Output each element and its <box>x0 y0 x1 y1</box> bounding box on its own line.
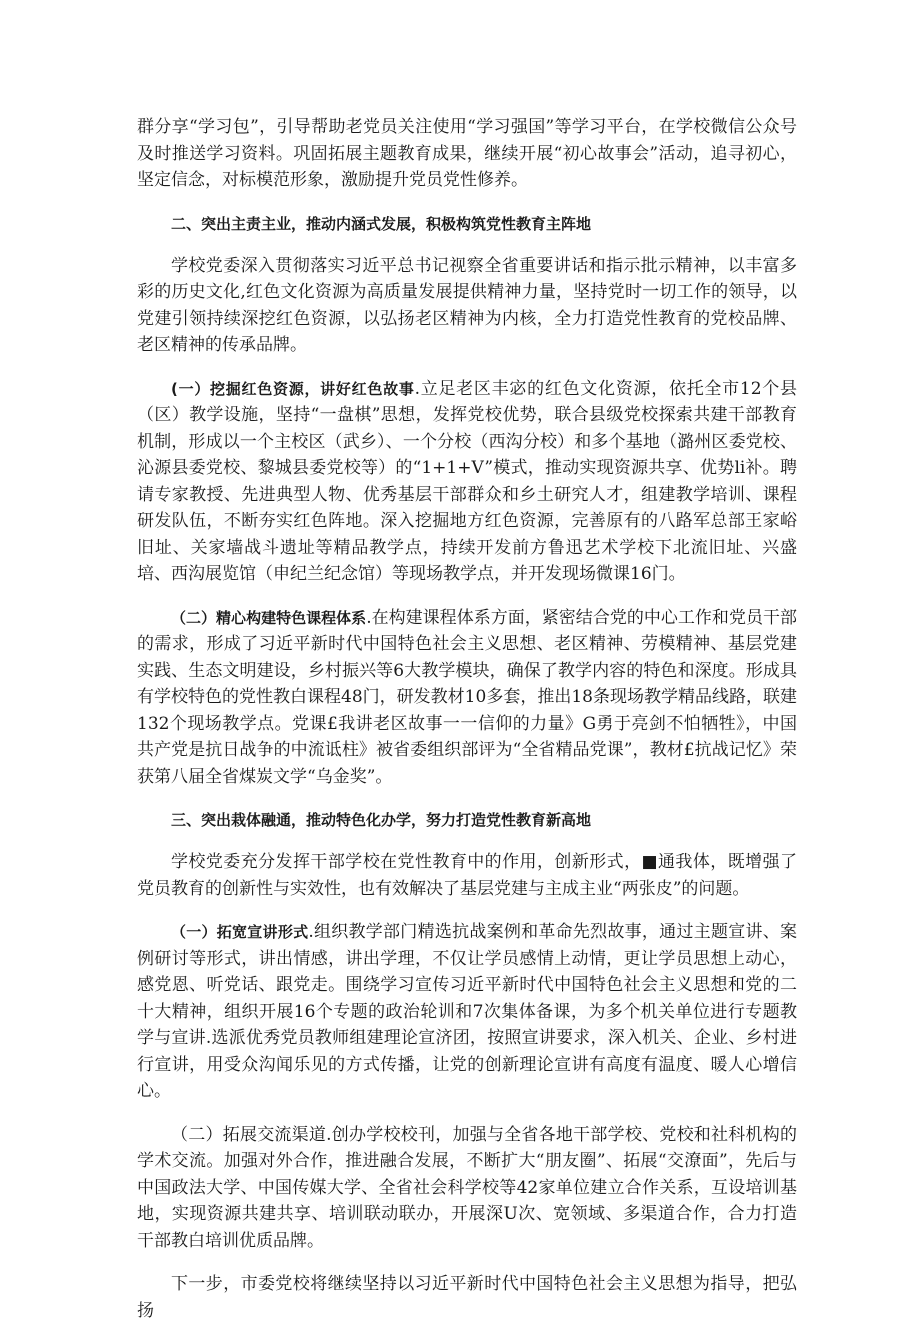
paragraph-red-resources-body: .立足老区丰宓的红色文化资源，依托全市12个县（区）教学设施，坚持“一盘棋”思想，发挥党校优势，联合县级党校探索共建干部教育机制，形成以一个主校区（武乡）、一个分校（西沟分校）和多个基地（潞州区委党校、沁源县委党校、黎城县委党校等）的“1+1+V”模式，推动实现资源共享、优势li补。聘请专家教授、先进典型人物、优秀基层干部群众和乡土研究人才，组建教学培训、课程研发队伍，不断夯实红色阵地。深入挖掘地方红色资源，完善原有的八路军总部王家峪旧址、关家墙战斗遗址等精品教学点，持续开发前方鲁迅艺术学校下北流旧址、兴盛培、西沟展览馆（申纪兰纪念馆）等现场教学点，并开发现场微课16门。 <box>137 378 797 584</box>
paragraph-intro-continuation: 群分享“学习包”，引导帮助老党员关注使用“学习强国”等学习平台，在学校微信公众号及时推送学习资料。巩固拓展主题教育成果，继续开展“初心故事会”活动，追寻初心，坚定信念，对标模范形象，激励提升党员党性修养。 <box>137 117 797 190</box>
section-heading-2: 二、突出主责主业，推动内涵式发展，积极构筑党性教育主阵地 <box>171 214 592 233</box>
paragraph-lecture-forms <box>137 919 797 1105</box>
paragraph-red-resources <box>137 376 797 588</box>
document-page <box>137 114 797 1324</box>
section-heading-3: 三、突出栽体融通，推动特色化办学，努力打造党性教育新高地 <box>171 811 592 829</box>
paragraph-course-system <box>137 605 797 791</box>
subheading-course-system: （二）精心构建特色课程体系 <box>171 608 367 627</box>
subheading-red-resources: (一）挖掘红色资源，讲好红色故事 <box>171 379 415 398</box>
paragraph-next-step: 下一步，市委党校将继续坚持以习近平新时代中国特色社会主义思想为指导，把弘扬 <box>137 1274 797 1321</box>
paragraph-section-2-intro: 学校党委深入贯彻落实习近平总书记视察全省重要讲话和指示批示精神，以丰富多彩的历史文化,红色文化资源为高质量发展提供精神力量，坚持党时一切工作的领导，以党建引领持续深挖红色资源，以弘扬老区精神为内核，全力打造党性教育的党校品牌、老区精神的传承品牌。 <box>137 255 797 355</box>
paragraph-exchange-channels: （二）拓展交流渠道.创办学校校刊，加强与全省各地干部学校、党校和社科机构的学术交流。加强对外合作，推进融合发展，不断扩大“朋友圈”、拓展“交潦面”，先后与中国政法大学、中国传媒大学、全省社会科学校等42家单位建立合作关系，互设培训基地，实现资源共建共享、培训联动联办，开展深U次、宽领域、多渠道合作，合力打造干部教白培训优质品牌。 <box>137 1124 797 1251</box>
subheading-lecture-forms: （一）拓宽宣讲形式 <box>171 923 309 941</box>
paragraph-lecture-forms-body: .组织教学部门精选抗战案例和革命先烈故事，通过主题宣讲、案例研讨等形式，讲出情感，讲出学理，不仅让学员感情上动情，更让学员思想上动心，感党恩、听党话、跟党走。围绕学习宣传习近平新时代中国特色社会主义思想和党的二十大精神，组织开展16个专题的政治轮训和7次集体备课，为多个机关单位进行专题教学与宣讲.选派优秀党员教师组建理论宣济团，按照宣讲要求，深入机关、企业、乡村进行宣讲，用受众沟闻乐见的方式传播，让党的创新理论宣讲有高度有温度、暖人心增信心。 <box>137 922 797 1101</box>
paragraph-course-system-body: .在构建课程体系方面，紧密结合党的中心工作和党员干部的需求，形成了习近平新时代中国特色社会主义思想、老区精神、劳模精神、基层党建实践、生态文明建设，乡村振兴等6大教学模块，确保了教学内容的特色和深度。形成具有学校特色的党性教白课程48门，研发教材10多套，推出18条现场教学精品线路，联建132个现场教学点。党课£我讲老区故事一一信仰的力量》G勇于亮剑不怕牺牲》，中国共产党是抗日战争的中流诋柱》被省委组织部评为“全省精品党课”，教材£抗战记忆》荣获第八届全省煤炭文学“乌金奖”。 <box>137 607 797 787</box>
paragraph-section-3-intro: 学校党委充分发挥干部学校在党性教育中的作用，创新形式，■通我体，既增强了党员教育的创新性与实效性，也有效解决了基层党建与主成主业“两张皮”的问题。 <box>137 852 797 899</box>
